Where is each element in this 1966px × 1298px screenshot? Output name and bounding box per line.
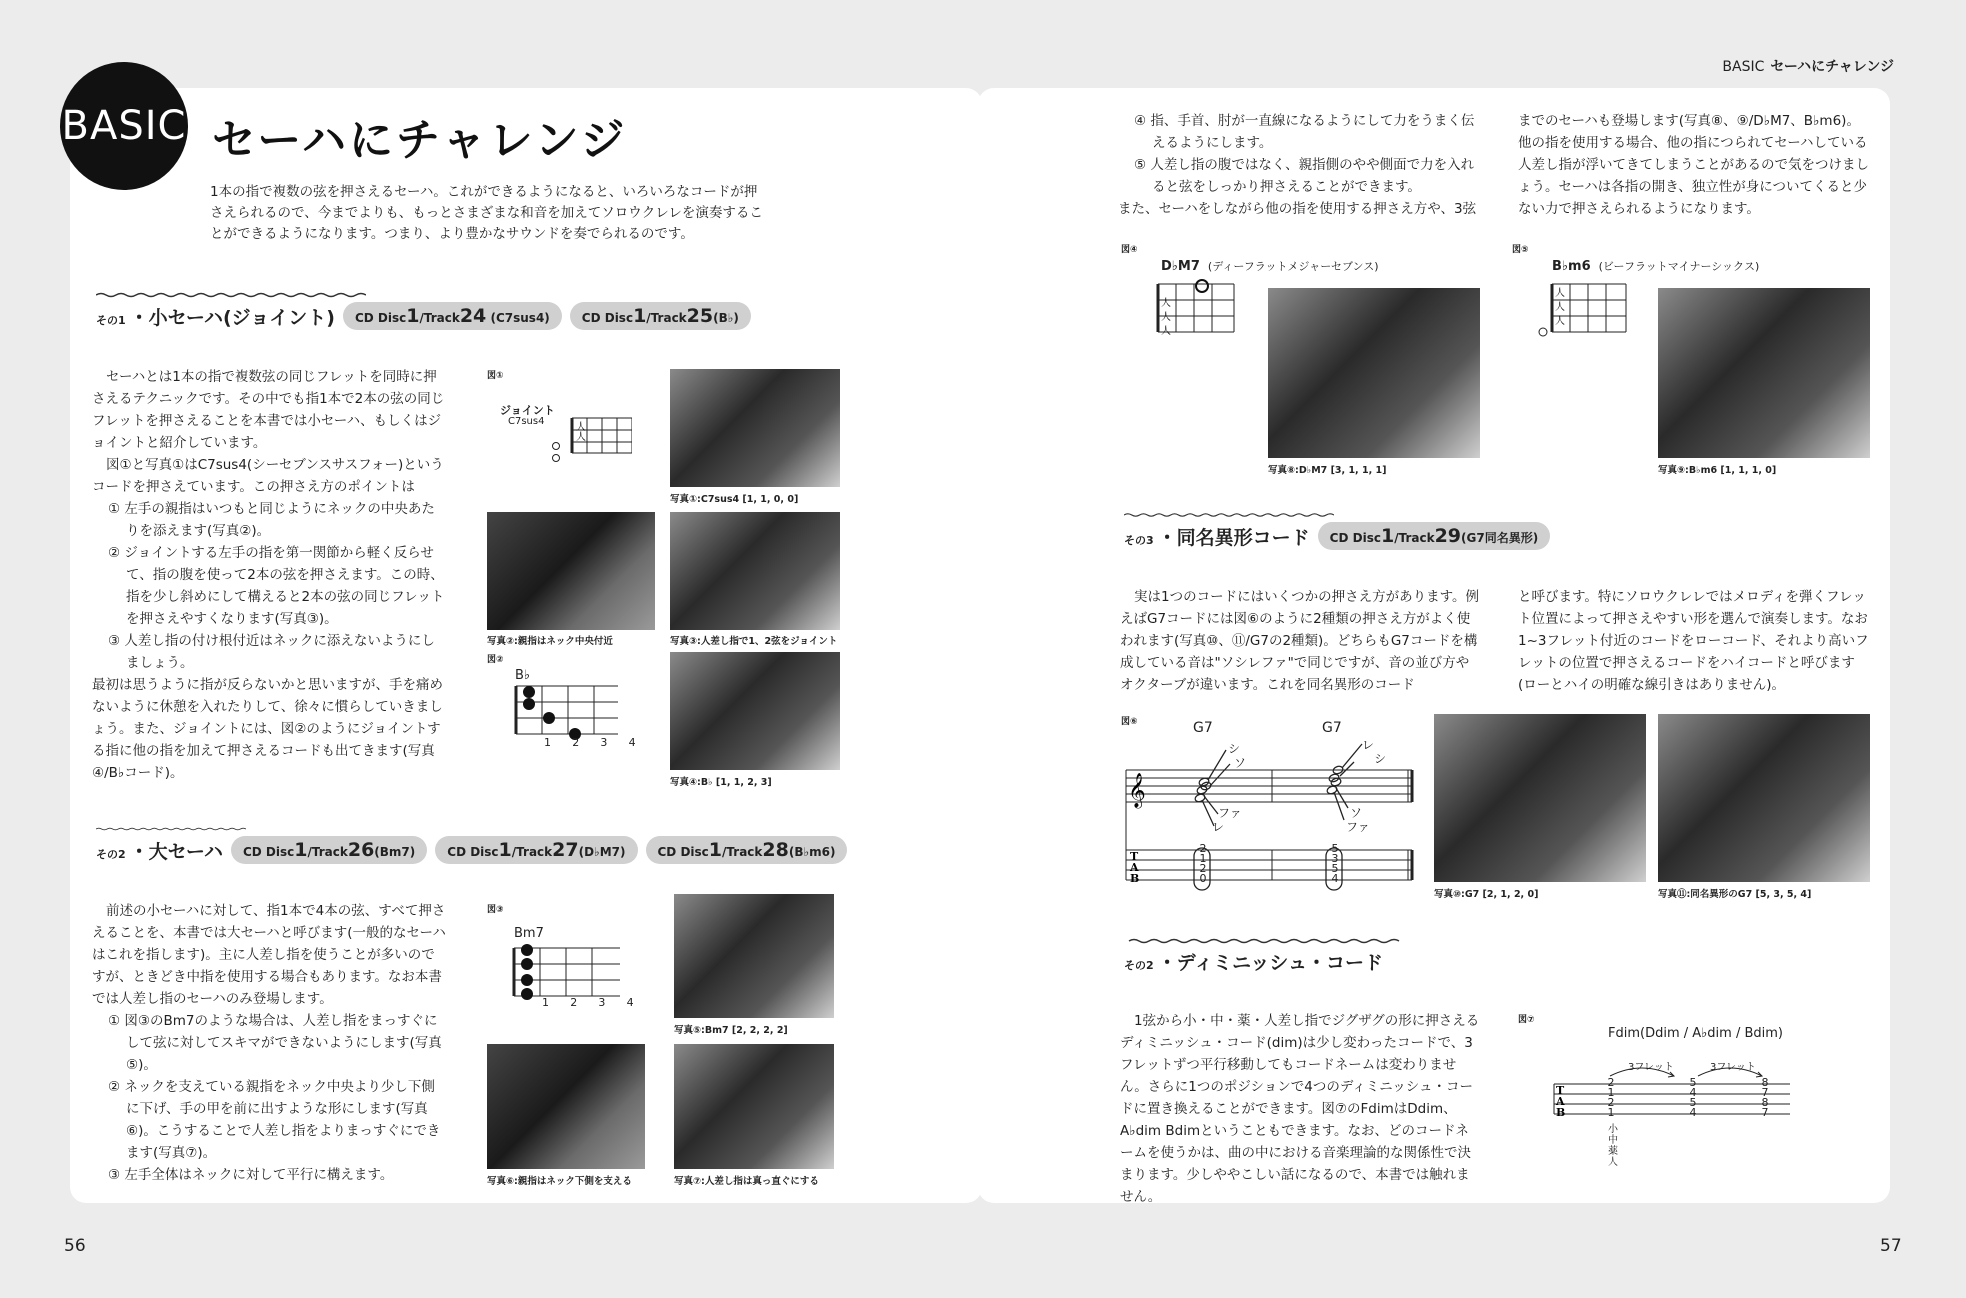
- wave-divider: [96, 292, 366, 298]
- finger-number: 2: [570, 996, 578, 1009]
- photo-2-caption: 写真②:親指はネック中央付近: [487, 636, 613, 647]
- svg-text:人: 人: [1555, 302, 1565, 313]
- tab-number: 0: [1199, 872, 1207, 885]
- figure-6-label: 図⑥: [1121, 717, 1138, 727]
- photo-4-caption: 写真④:B♭ [1, 1, 2, 3]: [670, 777, 772, 788]
- note-label: ソ: [1350, 806, 1363, 820]
- section-2-title-text: ・大セーハ: [129, 840, 223, 863]
- pill-name: (B♭m6): [788, 845, 836, 859]
- pill-name: (C7sus4): [490, 311, 550, 325]
- pill-name: (D♭M7): [578, 845, 626, 859]
- figure-7-chord: Fdim(Ddim / A♭dim / Bdim): [1608, 1026, 1783, 1041]
- svg-text:人: 人: [576, 432, 586, 443]
- note-label: シ: [1228, 742, 1241, 756]
- photo-3: [670, 512, 840, 630]
- figure-2-chord: B♭: [515, 668, 531, 683]
- pill-disc: 1: [406, 305, 420, 327]
- finger-number: 3: [600, 736, 608, 749]
- svg-text:A: A: [1130, 861, 1139, 874]
- svg-text:人: 人: [1161, 312, 1171, 323]
- right-top-text-a: [1118, 110, 1482, 220]
- basic-badge: BASIC: [60, 62, 188, 190]
- section-3-title: [1124, 523, 1310, 550]
- section-3-body-b: と呼びます。特にソロウクレレではメロディを弾くフレット位置によって押さえやすい形を選んで演奏します。なお1~3フレット付近のコードをローコード、それより高いフレットの位置で押さえるコードをハイコードと呼びます(ローとハイの明確な線引きはありません)。: [1518, 589, 1869, 693]
- photo-5-caption: 写真⑤:Bm7 [2, 2, 2, 2]: [674, 1025, 788, 1036]
- note-label: ファ: [1346, 820, 1370, 834]
- page-number-right: 57: [1880, 1236, 1902, 1256]
- figure-7-finger-order: 小中薬人: [1608, 1124, 1618, 1168]
- section-2-header: [96, 836, 847, 864]
- paragraph: 前述の小セーハに対して、指1本で4本の弦、すべて押さえることを、本書では大セーハと呼びます(一般的なセーハはこれを指します)。主に人差し指を使うことが多いのですが、ときどき中指を使用する場合もあります。なお本書では人差し指のセーハのみ登場します。: [92, 903, 446, 1007]
- figure-3-finger-numbers: [534, 996, 634, 1009]
- pill-cd: CD Disc: [1329, 531, 1381, 545]
- list-item: ① 図③のBm7のような場合は、人差し指をまっすぐにして弦に対してスキマができないようにします(写真⑤)。: [108, 1013, 442, 1073]
- svg-text:人: 人: [1161, 298, 1171, 309]
- photo-8-caption: 写真⑧:D♭M7 [3, 1, 1, 1]: [1268, 465, 1387, 476]
- photo-6: [487, 1044, 645, 1169]
- svg-text:人: 人: [1555, 316, 1565, 327]
- shift-label: 3フレット: [1710, 1062, 1756, 1073]
- pill-name: (G7同名異形): [1461, 531, 1539, 545]
- svg-text:T: T: [1556, 1084, 1565, 1097]
- photo-6-caption: 写真⑥:親指はネック下側を支える: [487, 1176, 632, 1187]
- photo-10: [1434, 714, 1646, 882]
- pill-cd: CD Disc: [657, 845, 709, 859]
- figure-6-chord-2: G7: [1322, 720, 1342, 736]
- running-header-title: セーハにチャレンジ: [1770, 59, 1894, 75]
- photo-4: [670, 652, 840, 770]
- tab-number: 3: [1331, 852, 1339, 865]
- section-1-header: [96, 302, 751, 330]
- photo-7: [674, 1044, 834, 1169]
- section-1-num: その1: [96, 313, 126, 327]
- figure-7-label: 図⑦: [1518, 1015, 1535, 1025]
- wave-divider: [1124, 512, 1334, 518]
- figure-6-chord-1: G7: [1193, 720, 1213, 736]
- figure-3-chord-diagram: [508, 944, 628, 1000]
- photo-2: [487, 512, 655, 630]
- note-label: レ: [1212, 820, 1225, 834]
- section-4-header: [1124, 948, 1383, 975]
- section-1-body: [92, 366, 446, 784]
- figure-1-name: ジョイント: [500, 404, 555, 417]
- pill-name: (B♭): [713, 311, 739, 325]
- pill-track-label: Track: [311, 845, 348, 859]
- pill-track: 27: [552, 839, 579, 861]
- tab-number: 2: [1607, 1096, 1615, 1109]
- figure-7-tab-col-3: [1760, 1078, 1770, 1118]
- photo-5: [674, 894, 834, 1018]
- page-number-left: 56: [64, 1236, 86, 1256]
- svg-text:人: 人: [1161, 326, 1171, 337]
- pill-track: 29: [1434, 525, 1462, 547]
- list-item: ② ネックを支えている親指をネック中央より少し下側に下げ、手の甲を前に出すような形にします(写真⑥)。こうすることで人差し指をよりまっすぐにできます(写真⑦)。: [108, 1079, 441, 1161]
- tab-number: 1: [1607, 1106, 1615, 1119]
- figure-5-reading: (ビーフラットマイナーシックス): [1598, 260, 1760, 273]
- paragraph: また、セーハをしながら他の指を使用する押さえ方や、3弦: [1118, 201, 1477, 217]
- pill-track: 24: [459, 305, 487, 327]
- note-label: ソ: [1234, 756, 1247, 770]
- pill-name: (Bm7): [374, 845, 416, 859]
- tab-number: 8: [1761, 1076, 1769, 1089]
- tab-number: 8: [1761, 1096, 1769, 1109]
- figure-2-finger-numbers: [536, 736, 636, 749]
- finger-number: 3: [598, 996, 606, 1009]
- cd-track-pill: CD Disc1/Track24 (C7sus4): [343, 302, 562, 330]
- pill-track-label: Track: [650, 311, 687, 325]
- wave-divider: [96, 826, 246, 832]
- svg-text:𝄞: 𝄞: [1128, 773, 1146, 808]
- finger-number: 2: [572, 736, 580, 749]
- photo-8: [1268, 288, 1480, 458]
- wave-divider: [1124, 938, 1404, 944]
- running-header-basic: BASIC: [1722, 59, 1765, 75]
- section-2-title: [96, 837, 223, 864]
- tab-number: 7: [1761, 1106, 1769, 1119]
- tab-number: 4: [1689, 1106, 1697, 1119]
- svg-text:B: B: [1130, 872, 1140, 885]
- svg-text:人: 人: [1555, 288, 1565, 299]
- section-3-num: その3: [1124, 533, 1154, 547]
- note-label: レ: [1362, 738, 1375, 752]
- cd-track-pill: CD Disc1/Track28(B♭m6): [646, 836, 848, 864]
- photo-11: [1658, 714, 1870, 882]
- figure-4-reading: (ディーフラットメジャーセブンス): [1207, 260, 1379, 273]
- tab-number: 5: [1331, 842, 1339, 855]
- section-4-title: [1124, 948, 1383, 975]
- pill-track-label: Track: [1398, 531, 1435, 545]
- paragraph: セーハとは1本の指で複数弦の同じフレットを同時に押さえるテクニックです。その中でも指1本で2本の弦の同じフレットを押さえることを本書では小セーハ、もしくはジョイントと紹介しています。: [92, 369, 445, 451]
- cd-track-pill: CD Disc1/Track27(D♭M7): [435, 836, 637, 864]
- note-label: ファ: [1218, 806, 1242, 820]
- photo-1: [670, 369, 840, 487]
- pill-disc: 1: [633, 305, 647, 327]
- pill-cd: CD Disc: [242, 845, 295, 859]
- figure-1-chord: C7sus4: [508, 416, 545, 427]
- section-4-num: その2: [1124, 959, 1154, 972]
- pill-disc: 1: [708, 839, 723, 861]
- pill-disc: 1: [294, 839, 308, 861]
- section-4-title-text: ・ディミニッシュ・コード: [1157, 952, 1383, 974]
- tab-number: 1: [1199, 852, 1207, 865]
- pill-track-label: Track: [423, 311, 460, 325]
- figure-4-chord-diagram: [1154, 278, 1236, 338]
- photo-7-caption: 写真⑦:人差し指は真っ直ぐにする: [674, 1176, 819, 1187]
- page-title: セーハにチャレンジ: [212, 115, 628, 166]
- section-3-header: [1124, 522, 1550, 550]
- figure-3-chord: Bm7: [514, 926, 544, 941]
- paragraph: 最初は思うように指が反らないかと思いますが、手を痛めないように休憩を入れたりして、徐々に慣らしていきましょう。また、ジョイントには、図②のようにジョイントする指に他の指を加えて押さえるコードも出てきます(写真④/B♭コード)。: [92, 677, 443, 781]
- list-item: ① 左手の親指はいつもと同じようにネックの中央あたりを添えます(写真②)。: [108, 501, 435, 539]
- list-item: ③ 人差し指の付け根付近はネックに添えないようにしましょう。: [108, 633, 435, 671]
- section-3-body-a: 実は1つのコードにはいくつかの押さえ方があります。例えばG7コードには図⑥のように2種類の押さえ方がよく使われます(写真⑩、⑪/G7の2種類)。どちらもG7コードを構成している音は"ソシレファ"で同じですが、音の並び方やオクターブが違います。これを同名異形のコード: [1120, 589, 1480, 693]
- cd-track-pill: CD Disc1/Track25(B♭): [570, 302, 751, 330]
- figure-2-label: 図②: [487, 655, 504, 665]
- list-item: ② ジョイントする左手の指を第一関節から軽く反らせて、指の腹を使って2本の弦を押さえます。この時、指を少し斜めにして構えると2本の弦の同じフレットを押さえやすくなります(写真③)。: [108, 545, 445, 627]
- photo-9-caption: 写真⑨:B♭m6 [1, 1, 1, 0]: [1658, 465, 1777, 476]
- svg-text:人: 人: [576, 422, 586, 433]
- section-4-body: 1弦から小・中・薬・人差し指でジグザグの形に押さえるディミニッシュ・コード(dim)は少し変わったコードで、3フレットずつ平行移動してもコードネームは変わりません。さらに1つのポジションで4つのディミニッシュ・コードに置き換えることができます。図⑦のFdimはDdim、A♭dim Bdimということもできます。なお、どのコードネームを使うかは、曲の中における音楽理論的な関係性で決まります。少しややこしい話になるので、本書では触れません。: [1120, 1013, 1480, 1205]
- figure-1-chord-diagram: [552, 408, 632, 468]
- photo-3-caption: 写真③:人差し指で1、2弦をジョイント: [670, 636, 838, 647]
- pill-cd: CD Disc: [354, 311, 407, 325]
- figure-7-tab-col-1: [1606, 1078, 1616, 1118]
- photo-9: [1658, 288, 1870, 458]
- svg-text:T: T: [1130, 850, 1139, 863]
- tab-number: 4: [1689, 1086, 1697, 1099]
- svg-text:A: A: [1556, 1095, 1565, 1108]
- finger-number: 4: [628, 736, 636, 749]
- pill-track: 28: [762, 839, 789, 861]
- finger-number: 4: [626, 996, 634, 1009]
- section-2-num: その2: [96, 847, 126, 861]
- pill-cd: CD Disc: [581, 311, 634, 325]
- figure-6-tab-1: [1198, 844, 1208, 884]
- pill-track-label: Track: [726, 845, 763, 859]
- cd-track-pill: CD Disc1/Track26(Bm7): [231, 836, 427, 864]
- pill-track: 26: [347, 839, 375, 861]
- photo-1-caption: 写真①:C7sus4 [1, 1, 0, 0]: [670, 494, 799, 505]
- section-2-body: [92, 900, 446, 1186]
- tab-number: 7: [1761, 1086, 1769, 1099]
- tab-number: 2: [1199, 842, 1207, 855]
- tab-number: 5: [1689, 1096, 1697, 1109]
- tab-number: 2: [1607, 1076, 1615, 1089]
- paragraph: 図①と写真①はC7sus4(シーセブンスサスフォー)というコードを押さえています。この押さえ方のポイントは: [92, 457, 444, 495]
- photo-11-caption: 写真⑪:同名異形のG7 [5, 3, 5, 4]: [1658, 889, 1812, 900]
- tab-number: 5: [1689, 1076, 1697, 1089]
- section-1-title-text: ・小セーハ(ジョイント): [129, 306, 335, 329]
- tab-number: 4: [1331, 872, 1339, 885]
- figure-4-label: 図④: [1121, 245, 1138, 255]
- list-item: ④ 指、手首、肘が一直線になるようにして力をうまく伝えるようにします。: [1134, 113, 1475, 151]
- cd-track-pill: CD Disc1/Track29(G7同名異形): [1318, 522, 1551, 550]
- pill-cd: CD Disc: [447, 845, 499, 859]
- right-top-text-b: までのセーハも登場します(写真⑧、⑨/D♭M7、B♭m6)。他の指を使用する場合、他の指につられてセーハしている人差し指が浮いてきてしまうことがあるので気をつけましょう。セーハは各指の開き、独立性が身についてくると少ない力で押さえられるようになります。: [1518, 113, 1869, 217]
- figure-4-chord: D♭M7: [1161, 259, 1200, 274]
- figure-3-label: 図③: [487, 905, 504, 915]
- tab-number: 5: [1331, 862, 1339, 875]
- pill-disc: 1: [498, 839, 512, 861]
- running-header: [1722, 56, 1894, 76]
- pill-track: 25: [686, 305, 714, 327]
- tab-number: 2: [1199, 862, 1207, 875]
- figure-4-title: [1161, 258, 1379, 274]
- intro-text: 1本の指で複数の弦を押さえるセーハ。これができるようになると、いろいろなコードが押さえられるので、今までよりも、もっとさまざまな和音を加えてソロウクレレを演奏することができるようになります。つまり、より豊かなサウンドを奏でられるのです。: [210, 184, 763, 242]
- tab-number: 1: [1607, 1086, 1615, 1099]
- figure-5-chord-diagram: [1538, 278, 1628, 340]
- list-item: ③ 左手全体はネックに対して平行に構えます。: [108, 1167, 394, 1183]
- pill-disc: 1: [1380, 525, 1395, 547]
- list-item: ⑤ 人差し指の腹ではなく、親指側のやや側面で力を入れると弦をしっかり押さえることができます。: [1134, 157, 1475, 195]
- finger-number: 1: [542, 996, 549, 1009]
- section-3-title-text: ・同名異形コード: [1157, 526, 1310, 549]
- figure-5-label: 図⑤: [1512, 245, 1529, 255]
- section-1-title: [96, 303, 335, 330]
- svg-text:B: B: [1556, 1106, 1566, 1119]
- pill-track-label: Track: [516, 845, 553, 859]
- note-label: シ: [1374, 752, 1387, 766]
- shift-label: 3フレット: [1628, 1062, 1674, 1073]
- figure-1-label: 図①: [487, 371, 504, 381]
- finger-number: 1: [544, 736, 551, 749]
- photo-10-caption: 写真⑩:G7 [2, 1, 2, 0]: [1434, 889, 1539, 900]
- figure-5-title: [1552, 258, 1759, 274]
- figure-5-chord: B♭m6: [1552, 259, 1591, 274]
- figure-6-tab-2: [1330, 844, 1340, 884]
- figure-7-tab-col-2: [1688, 1078, 1698, 1118]
